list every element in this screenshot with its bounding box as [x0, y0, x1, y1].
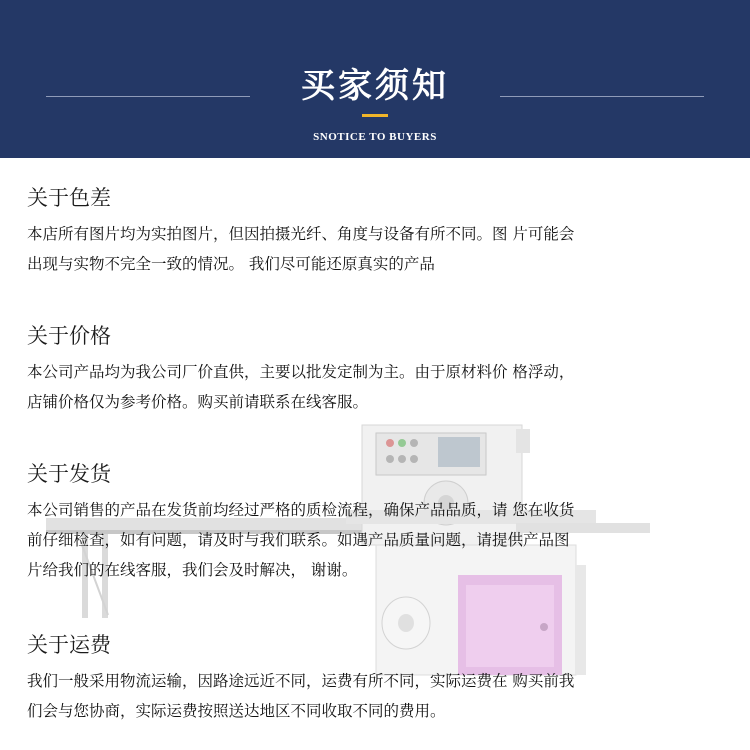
section-heading: 关于运费	[27, 633, 111, 657]
section-line: 们会与您协商，实际运费按照送达地区不同收取不同的费用。	[27, 702, 446, 720]
section-line: 我们一般采用物流运输，因路途远近不同，运费有所不同，实际运费在 购买前我	[27, 672, 575, 690]
section-heading: 关于价格	[27, 324, 111, 348]
section-line: 本公司销售的产品在发货前均经过严格的质检流程，确保产品品质，请 您在收货	[27, 501, 575, 519]
section-body	[27, 357, 727, 417]
section-body	[27, 219, 727, 279]
page-title: 买家须知	[301, 66, 449, 106]
section-line: 本公司产品均为我公司厂价直供，主要以批发定制为主。由于原材料价 格浮动，	[27, 363, 575, 381]
section-heading: 关于色差	[27, 186, 111, 210]
page-subtitle: SNOTICE TO BUYERS	[313, 131, 437, 143]
title-accent-bar	[362, 114, 388, 117]
section-heading: 关于发货	[27, 462, 111, 486]
section-line: 店铺价格仅为参考价格。购买前请联系在线客服。	[27, 393, 369, 411]
section-body	[27, 495, 727, 585]
section-line: 本店所有图片均为实拍图片，但因拍摄光纤、角度与设备有所不同。图 片可能会	[27, 225, 575, 243]
section-line: 前仔细检查，如有问题，请及时与我们联系。如遇产品质量问题，请提供产品图	[27, 531, 570, 549]
header-banner	[0, 0, 750, 158]
section-line: 出现与实物不完全一致的情况。 我们尽可能还原真实的产品	[27, 255, 435, 273]
section-body	[27, 666, 727, 726]
section-line: 片给我们的在线客服，我们会及时解决， 谢谢。	[27, 561, 358, 579]
